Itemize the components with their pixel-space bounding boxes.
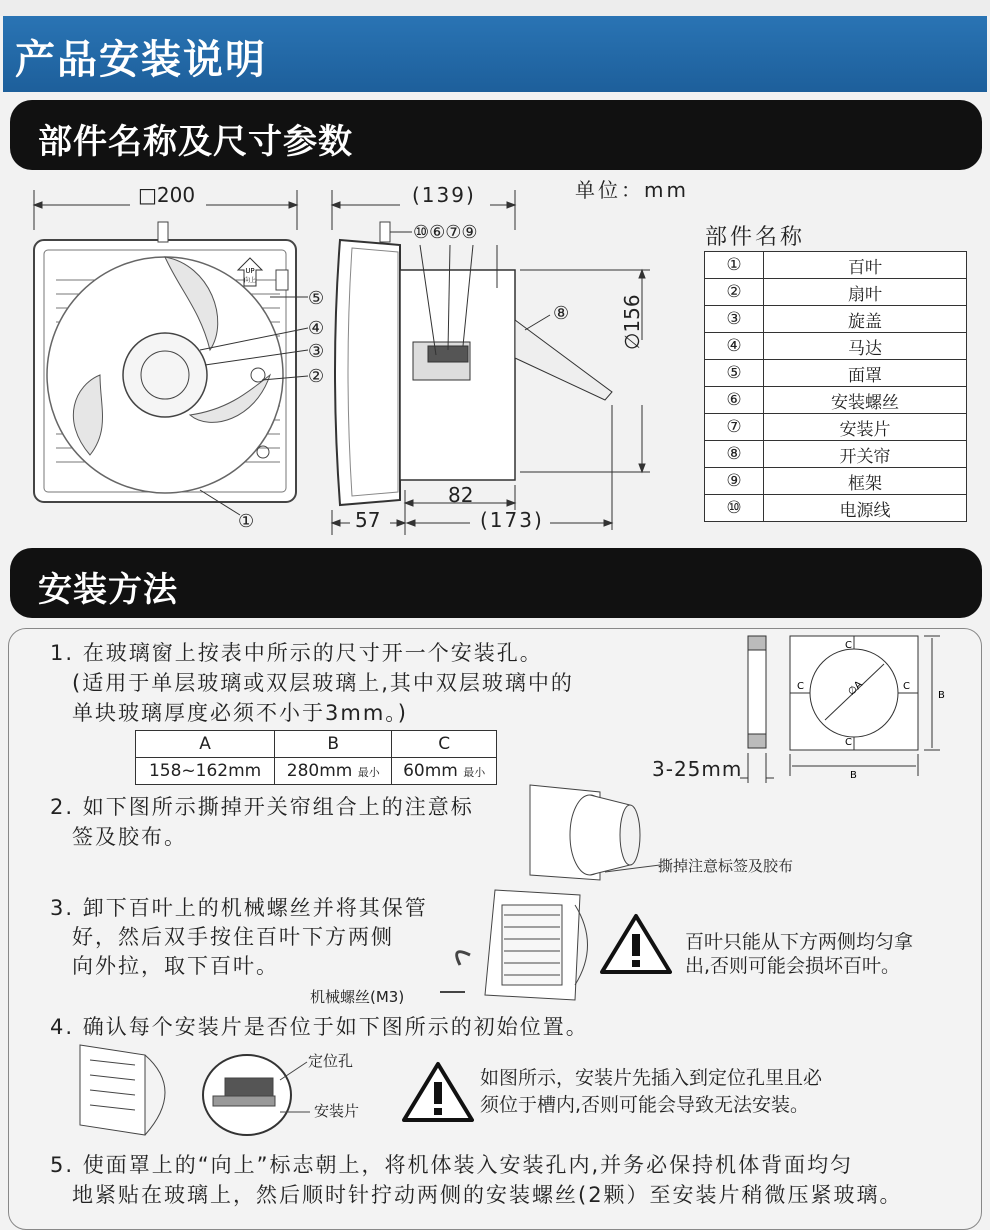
svg-text:C: C	[797, 681, 804, 692]
svg-text:向上: 向上	[243, 277, 257, 284]
part-number: ③	[705, 306, 764, 333]
callout-5: ⑤	[308, 288, 325, 309]
parts-row	[705, 279, 967, 306]
step4-warning-line1: 如图所示，安装片先插入到定位孔里且必	[480, 1067, 823, 1089]
part-name: 百叶	[764, 252, 967, 279]
step1-line2: (适用于单层玻璃或双层玻璃上,其中双层玻璃中的	[72, 671, 574, 695]
step3-warning-line1: 百叶只能从下方两侧均匀拿	[685, 931, 914, 953]
parts-row	[705, 468, 967, 495]
callout-1: ①	[238, 511, 255, 532]
step4-illustration	[75, 1040, 315, 1140]
glass-thickness: 3-25mm	[652, 757, 743, 781]
spec-b: 280mm	[286, 761, 353, 781]
step4-label-hole: 定位孔	[308, 1052, 354, 1070]
page-title: 产品安装说明	[15, 36, 267, 83]
part-name: 框架	[764, 468, 967, 495]
step4-warning-line2: 须位于槽内,否则可能会导致无法安装。	[480, 1094, 810, 1116]
part-name: 面罩	[764, 360, 967, 387]
step3-line2: 好，然后双手按住百叶下方两侧	[72, 925, 394, 949]
part-number: ⑧	[705, 441, 764, 468]
step5-line1: 5. 使面罩上的“向上”标志朝上，将机体装入安装孔内,并务必保持机体背面均匀	[50, 1153, 854, 1177]
callouts-top: ⑩⑥⑦⑨	[413, 222, 478, 243]
part-name: 安装片	[764, 414, 967, 441]
top-strip	[0, 0, 990, 16]
dim-depth: (139)	[412, 183, 476, 207]
section-title-install: 安装方法	[38, 570, 178, 610]
part-name: 扇叶	[764, 279, 967, 306]
part-number: ②	[705, 279, 764, 306]
banner	[3, 16, 987, 92]
step1-line3: 单块玻璃厚度必须不小于3mm。)	[72, 701, 408, 725]
svg-text:B: B	[850, 770, 857, 781]
part-number: ⑩	[705, 495, 764, 522]
svg-text:∅A: ∅A	[846, 679, 866, 698]
parts-row	[705, 414, 967, 441]
step2-illustration	[520, 780, 660, 890]
dimension-drawing	[0, 170, 700, 540]
section-header-install	[10, 548, 982, 618]
parts-row	[705, 306, 967, 333]
warning-icon-2	[402, 1060, 474, 1124]
part-number: ⑨	[705, 468, 764, 495]
parts-row	[705, 360, 967, 387]
parts-table	[704, 251, 967, 522]
step3-line1: 3. 卸下百叶上的机械螺丝并将其保管	[50, 896, 428, 920]
spec-header-c: C	[392, 731, 497, 758]
spec-b-note: 最小	[357, 766, 380, 779]
spec-header-a: A	[136, 731, 275, 758]
callout-2: ②	[308, 366, 325, 387]
callout-4: ④	[308, 318, 325, 339]
part-name: 安装螺丝	[764, 387, 967, 414]
section-header-parts	[10, 100, 982, 170]
spec-b-cell	[275, 758, 392, 785]
warning-icon	[600, 912, 672, 976]
parts-row	[705, 441, 967, 468]
parts-row	[705, 333, 967, 360]
step4-label-plate: 安装片	[314, 1102, 360, 1120]
part-name: 电源线	[764, 495, 967, 522]
dim-173: (173)	[480, 508, 544, 532]
parts-table-title: 部件名称	[705, 225, 806, 250]
svg-text:B: B	[938, 690, 945, 701]
parts-row	[705, 252, 967, 279]
step2-label: 撕掉注意标签及胶布	[658, 857, 794, 875]
part-name: 马达	[764, 333, 967, 360]
unit-label: 单位：mm	[575, 178, 689, 202]
spec-a: 158~162mm	[136, 758, 275, 785]
step2-line2: 签及胶布。	[72, 825, 187, 849]
screw-label: 机械螺丝(M3)	[310, 988, 405, 1006]
part-name: 旋盖	[764, 306, 967, 333]
svg-text:C: C	[903, 681, 910, 692]
parts-row	[705, 495, 967, 522]
spec-c-note: 最小	[463, 766, 486, 779]
callout-8: ⑧	[553, 303, 570, 324]
part-number: ⑦	[705, 414, 764, 441]
spec-c: 60mm	[403, 761, 458, 781]
callout-3: ③	[308, 341, 325, 362]
step4-line1: 4. 确认每个安装片是否位于如下图所示的初始位置。	[50, 1015, 589, 1039]
step3-illustration	[440, 885, 610, 1010]
parts-row	[705, 387, 967, 414]
svg-text:UP: UP	[245, 267, 255, 275]
spec-header-b: B	[275, 731, 392, 758]
dim-diameter: ∅156	[620, 294, 644, 350]
hole-spec-table	[135, 730, 497, 785]
dim-82: 82	[448, 483, 474, 507]
svg-text:C: C	[845, 737, 852, 748]
part-name: 开关帘	[764, 441, 967, 468]
dim-57: 57	[355, 508, 381, 532]
step2-line1: 2. 如下图所示撕掉开关帘组合上的注意标	[50, 795, 474, 819]
step3-line3: 向外拉，取下百叶。	[72, 954, 279, 978]
part-number: ④	[705, 333, 764, 360]
section-title-parts: 部件名称及尺寸参数	[38, 122, 353, 162]
step5-line2: 地紧贴在玻璃上，然后顺时针拧动两侧的安装螺丝(2颗）至安装片稍微压紧玻璃。	[72, 1183, 903, 1207]
part-number: ①	[705, 252, 764, 279]
part-number: ⑤	[705, 360, 764, 387]
spec-c-cell	[392, 758, 497, 785]
step3-warning-line2: 出,否则可能会损坏百叶。	[685, 955, 901, 977]
svg-text:C: C	[845, 640, 852, 651]
dim-width: □200	[138, 183, 196, 207]
step1-line1: 1. 在玻璃窗上按表中所示的尺寸开一个安装孔。	[50, 641, 543, 665]
part-number: ⑥	[705, 387, 764, 414]
